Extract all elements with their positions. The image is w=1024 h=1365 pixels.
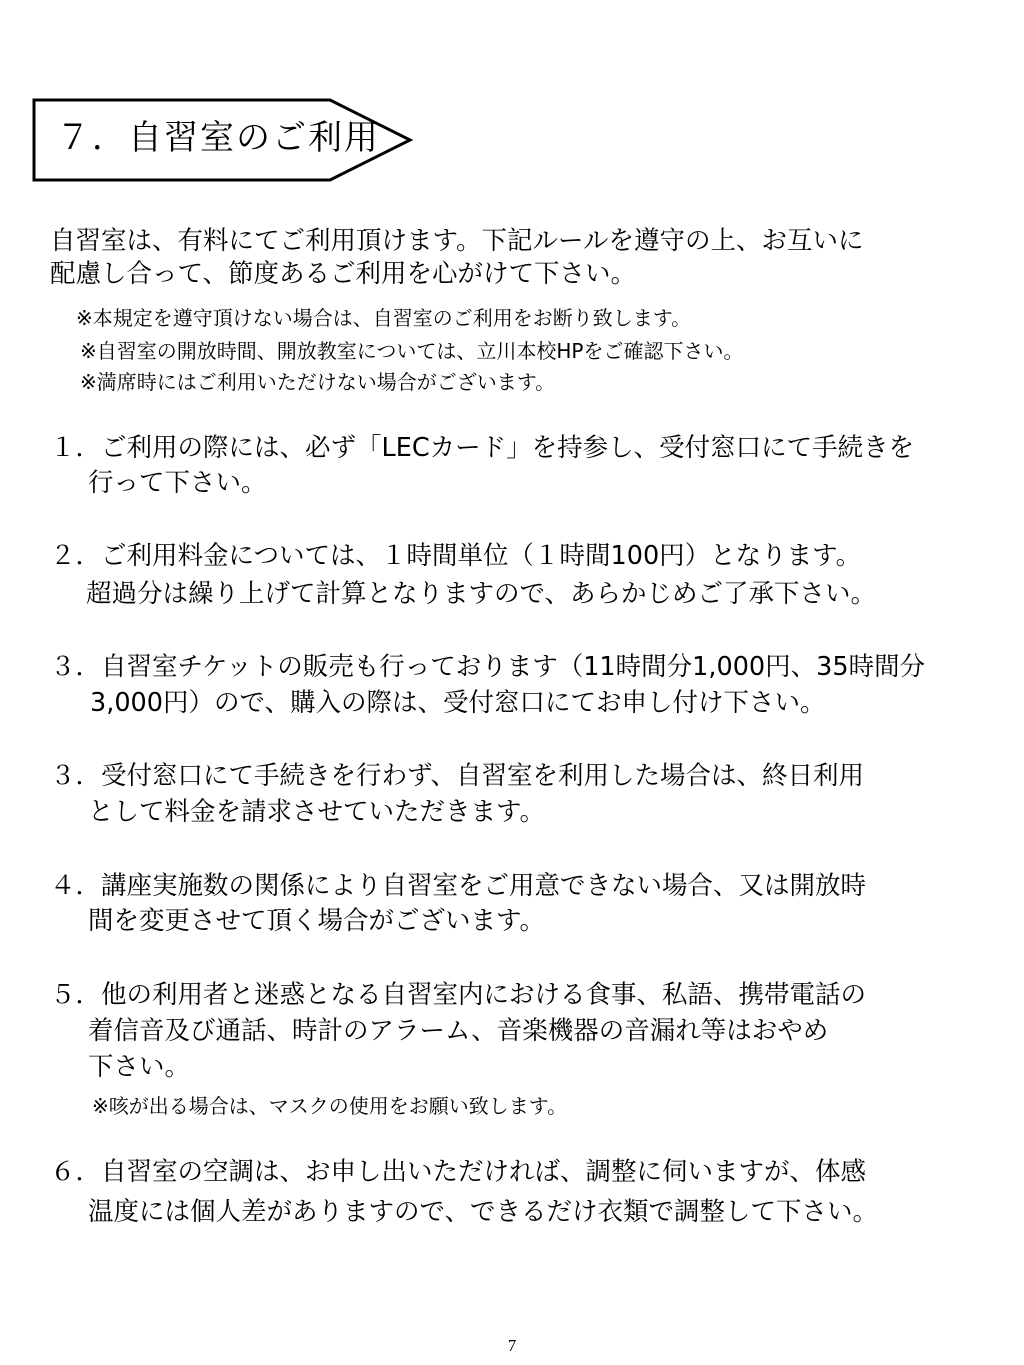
rule-5-line-1: ４．講座実施数の関係により自習室をご用意できない場合、又は開放時 [50,871,867,901]
section-title-banner [32,98,416,182]
rule-7-line-1: ６．自習室の空調は、お申し出いただければ、調整に伺いますが、体感 [50,1157,867,1187]
rule-5-line-2: 間を変更させて頂く場合がございます。 [88,906,545,936]
rule-4-line-2: として料金を請求させていただきます。 [88,797,545,827]
rule-6-note: ※咳が出る場合は、マスクの使用をお願い致します。 [92,1094,568,1118]
intro-note-3: ※満席時にはご利用いただけない場合がございます。 [80,370,556,394]
rule-2-line-2: 超過分は繰り上げて計算となりますので、あらかじめご了承下さい。 [86,579,876,609]
rule-7-line-2: 温度には個人差がありますので、できるだけ衣類で調整して下さい。 [88,1197,878,1227]
rule-1-line-1: １．ご利用の際には、必ず「LECカード」を持参し、受付窓口にて手続きを [50,433,915,463]
rule-1-line-2: 行って下さい。 [88,468,267,498]
intro-note-2: ※自習室の開放時間、開放教室については、立川本校HPをご確認下さい。 [80,339,744,363]
rule-6-line-1: ５．他の利用者と迷惑となる自習室内における食事、私語、携帯電話の [50,980,867,1010]
rule-6-line-2: 着信音及び通話、時計のアラーム、音楽機器の音漏れ等はおやめ [88,1016,829,1046]
intro-note-1: ※本規定を遵守頂けない場合は、自習室のご利用をお断り致します。 [76,306,692,330]
rule-6-line-3: 下さい。 [88,1052,191,1082]
rule-4-line-1: ３．受付窓口にて手続きを行わず、自習室を利用した場合は、終日利用 [50,761,864,791]
intro-line-1: 自習室は、有料にてご利用頂けます。下記ルールを遵守の上、お互いに [50,226,864,256]
rule-2-line-1: ２．ご利用料金については、１時間単位（１時間100円）となります。 [50,541,862,571]
rule-3-line-2: 3,000円）ので、購入の際は、受付窓口にてお申し付け下さい。 [90,688,826,718]
page-number: 7 [507,1336,517,1355]
intro-line-2: 配慮し合って、節度あるご利用を心がけて下さい。 [50,259,636,289]
rule-3-line-1: ３．自習室チケットの販売も行っております（11時間分1,000円、35時間分 [50,652,926,682]
section-title: ７．自習室のご利用 [56,118,380,158]
